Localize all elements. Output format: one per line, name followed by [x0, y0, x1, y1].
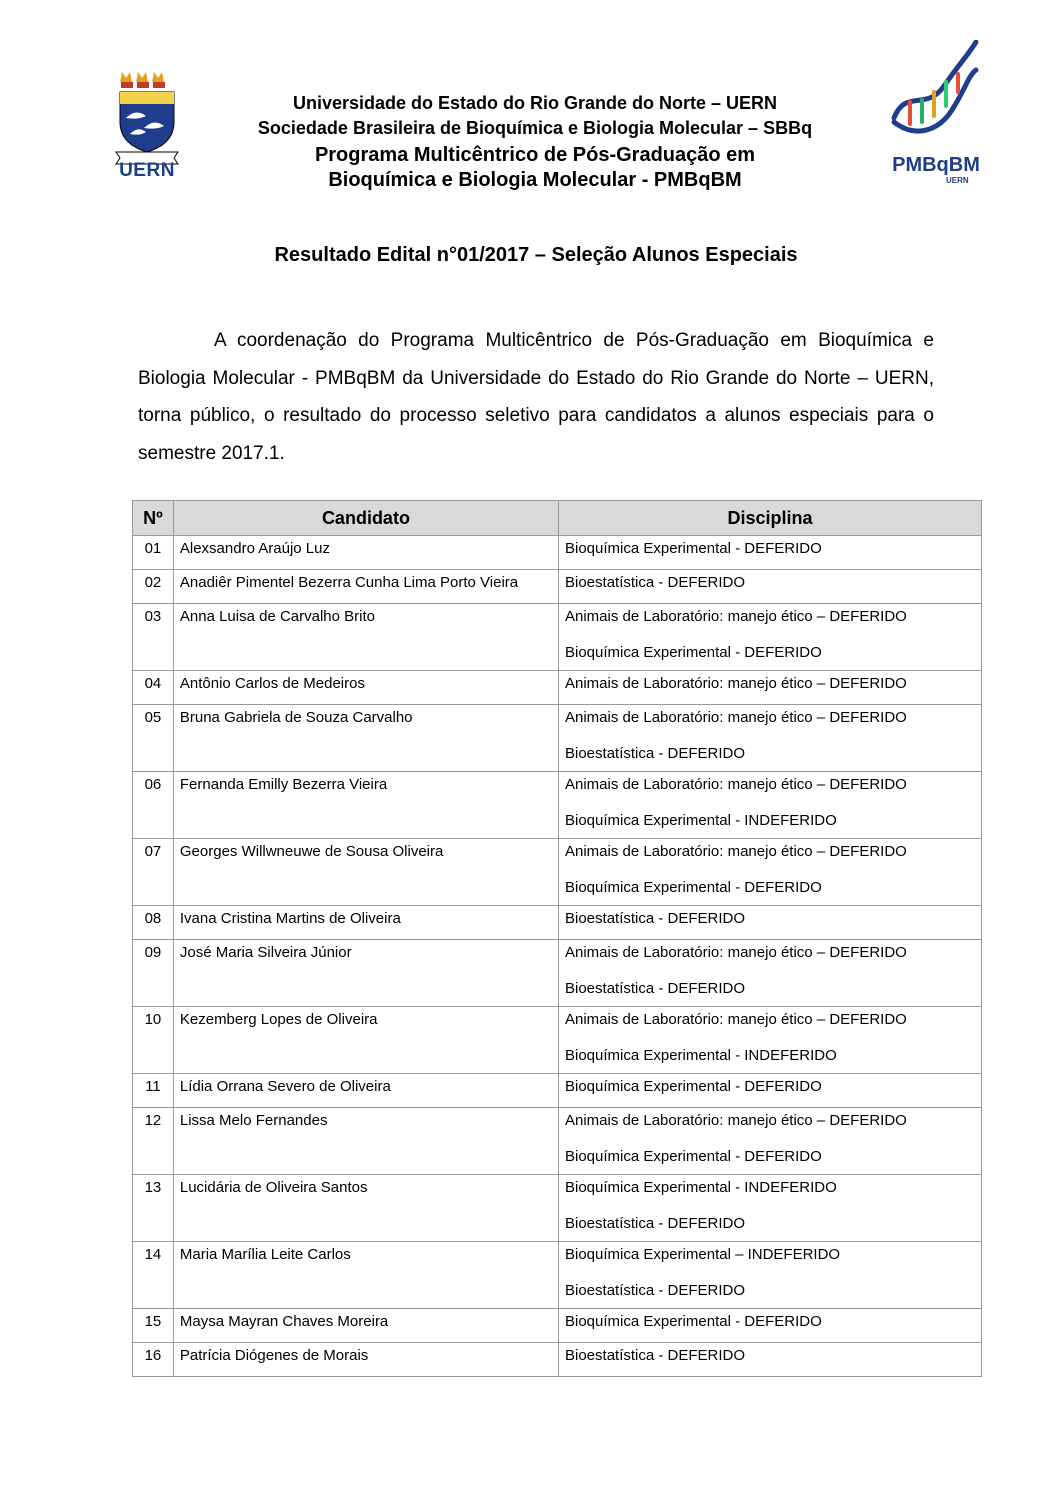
- discipline-result: Animais de Laboratório: manejo ético – DEFERIDO: [565, 608, 907, 625]
- table-row: [133, 839, 982, 906]
- table-row: [133, 772, 982, 839]
- discipline-result: Bioquímica Experimental - DEFERIDO: [565, 1313, 822, 1330]
- discipline-result: Bioquímica Experimental - INDEFERIDO: [565, 1047, 837, 1064]
- candidate-name: Kezemberg Lopes de Oliveira: [173, 1007, 558, 1074]
- row-number: 05: [133, 705, 174, 772]
- discipline-result: Animais de Laboratório: manejo ético – DEFERIDO: [565, 1112, 907, 1129]
- intro-paragraph: A coordenação do Programa Multicêntrico de Pós-Graduação em Bioquímica e Biologia Molecular - PMBqBM da Universidade do Estado do Rio Grande do Norte – UERN, torna público, o resultado do processo seletivo para candidatos a alunos especiais para o semestre 2017.1.: [138, 330, 934, 464]
- table-row: [133, 1007, 982, 1074]
- row-number: 02: [133, 570, 174, 604]
- discipline-cell: [559, 1242, 982, 1309]
- table-row: [133, 940, 982, 1007]
- row-number: 06: [133, 772, 174, 839]
- candidate-name: Fernanda Emilly Bezerra Vieira: [173, 772, 558, 839]
- row-number: 12: [133, 1108, 174, 1175]
- row-number: 07: [133, 839, 174, 906]
- discipline-result: Bioestatística - DEFERIDO: [565, 1215, 746, 1232]
- discipline-cell: [559, 906, 982, 940]
- row-number: 08: [133, 906, 174, 940]
- document-title: Resultado Edital n°01/2017 – Seleção Alunos Especiais: [274, 244, 798, 266]
- dna-helix-icon: [886, 40, 986, 150]
- table-row: [133, 705, 982, 772]
- table-row: [133, 1175, 982, 1242]
- discipline-result: Bioquímica Experimental - DEFERIDO: [565, 1078, 822, 1095]
- table-row: [133, 570, 982, 604]
- discipline-result: Bioquímica Experimental - DEFERIDO: [565, 879, 822, 896]
- discipline-result: Bioestatística - DEFERIDO: [565, 910, 746, 927]
- discipline-cell: [559, 1108, 982, 1175]
- discipline-result: Bioquímica Experimental - DEFERIDO: [565, 540, 822, 557]
- discipline-result: Bioquímica Experimental - INDEFERIDO: [565, 812, 837, 829]
- discipline-result: Bioestatística - DEFERIDO: [565, 745, 746, 762]
- uern-logo-text: UERN: [119, 160, 175, 181]
- discipline-cell: [559, 772, 982, 839]
- candidate-name: Patrícia Diógenes de Morais: [173, 1343, 558, 1377]
- table-row: [133, 604, 982, 671]
- pmbqbm-logo-subtext: UERN: [946, 176, 969, 185]
- discipline-result: Bioestatística - DEFERIDO: [565, 1282, 746, 1299]
- discipline-result: Bioestatística - DEFERIDO: [565, 574, 746, 591]
- candidate-name: Lissa Melo Fernandes: [173, 1108, 558, 1175]
- candidate-name: Bruna Gabriela de Souza Carvalho: [173, 705, 558, 772]
- results-table: [132, 500, 982, 1377]
- discipline-cell: [559, 1343, 982, 1377]
- header-discipline: Disciplina: [559, 501, 982, 536]
- candidate-name: Anna Luisa de Carvalho Brito: [173, 604, 558, 671]
- candidate-name: Antônio Carlos de Medeiros: [173, 671, 558, 705]
- discipline-cell: [559, 1175, 982, 1242]
- table-row: [133, 1242, 982, 1309]
- row-number: 15: [133, 1309, 174, 1343]
- table-row: [133, 1108, 982, 1175]
- discipline-result: Animais de Laboratório: manejo ético – DEFERIDO: [565, 1011, 907, 1028]
- uern-logo: [112, 70, 182, 182]
- discipline-result: Animais de Laboratório: manejo ético – DEFERIDO: [565, 776, 907, 793]
- discipline-cell: [559, 604, 982, 671]
- discipline-result: Animais de Laboratório: manejo ético – DEFERIDO: [565, 843, 907, 860]
- discipline-cell: [559, 1074, 982, 1108]
- table-row: [133, 1074, 982, 1108]
- row-number: 11: [133, 1074, 174, 1108]
- discipline-result: Animais de Laboratório: manejo ético – DEFERIDO: [565, 675, 907, 692]
- table-row: [133, 906, 982, 940]
- table-row: [133, 1309, 982, 1343]
- table-row: [133, 1343, 982, 1377]
- row-number: 16: [133, 1343, 174, 1377]
- results-body: [133, 536, 982, 1377]
- header-society: Sociedade Brasileira de Bioquímica e Biologia Molecular – SBBq: [257, 118, 813, 138]
- discipline-cell: [559, 671, 982, 705]
- table-row: [133, 671, 982, 705]
- discipline-cell: [559, 570, 982, 604]
- table-header-row: [133, 501, 982, 536]
- discipline-cell: [559, 940, 982, 1007]
- discipline-result: Animais de Laboratório: manejo ético – DEFERIDO: [565, 944, 907, 961]
- row-number: 13: [133, 1175, 174, 1242]
- pmbqbm-logo-text: PMBqBM: [892, 154, 980, 176]
- candidate-name: Alexsandro Araújo Luz: [173, 536, 558, 570]
- candidate-name: Lucidária de Oliveira Santos: [173, 1175, 558, 1242]
- candidate-name: José Maria Silveira Júnior: [173, 940, 558, 1007]
- row-number: 14: [133, 1242, 174, 1309]
- row-number: 03: [133, 604, 174, 671]
- discipline-result: Bioquímica Experimental – INDEFERIDO: [565, 1246, 841, 1263]
- discipline-cell: [559, 536, 982, 570]
- header-candidate: Candidato: [173, 501, 558, 536]
- pmbqbm-logo: [886, 40, 986, 190]
- discipline-cell: [559, 1309, 982, 1343]
- discipline-cell: [559, 839, 982, 906]
- row-number: 10: [133, 1007, 174, 1074]
- row-number: 01: [133, 536, 174, 570]
- table-row: [133, 536, 982, 570]
- header-program-name: Bioquímica e Biologia Molecular - PMBqBM: [328, 169, 742, 191]
- header-university: Universidade do Estado do Rio Grande do Norte – UERN: [292, 93, 778, 113]
- discipline-result: Bioestatística - DEFERIDO: [565, 980, 746, 997]
- row-number: 09: [133, 940, 174, 1007]
- candidate-name: Ivana Cristina Martins de Oliveira: [173, 906, 558, 940]
- candidate-name: Georges Willwneuwe de Sousa Oliveira: [173, 839, 558, 906]
- candidate-name: Maria Marília Leite Carlos: [173, 1242, 558, 1309]
- discipline-result: Bioquímica Experimental - DEFERIDO: [565, 644, 822, 661]
- header-number: Nº: [133, 501, 174, 536]
- discipline-result: Bioquímica Experimental - INDEFERIDO: [565, 1179, 837, 1196]
- candidate-name: Anadiêr Pimentel Bezerra Cunha Lima Porto Vieira: [173, 570, 558, 604]
- discipline-cell: [559, 1007, 982, 1074]
- row-number: 04: [133, 671, 174, 705]
- candidate-name: Maysa Mayran Chaves Moreira: [173, 1309, 558, 1343]
- discipline-result: Bioquímica Experimental - DEFERIDO: [565, 1148, 822, 1165]
- discipline-result: Animais de Laboratório: manejo ético – DEFERIDO: [565, 709, 907, 726]
- header-program: Programa Multicêntrico de Pós-Graduação em: [314, 144, 756, 166]
- discipline-cell: [559, 705, 982, 772]
- discipline-result: Bioestatística - DEFERIDO: [565, 1347, 746, 1364]
- candidate-name: Lídia Orrana Severo de Oliveira: [173, 1074, 558, 1108]
